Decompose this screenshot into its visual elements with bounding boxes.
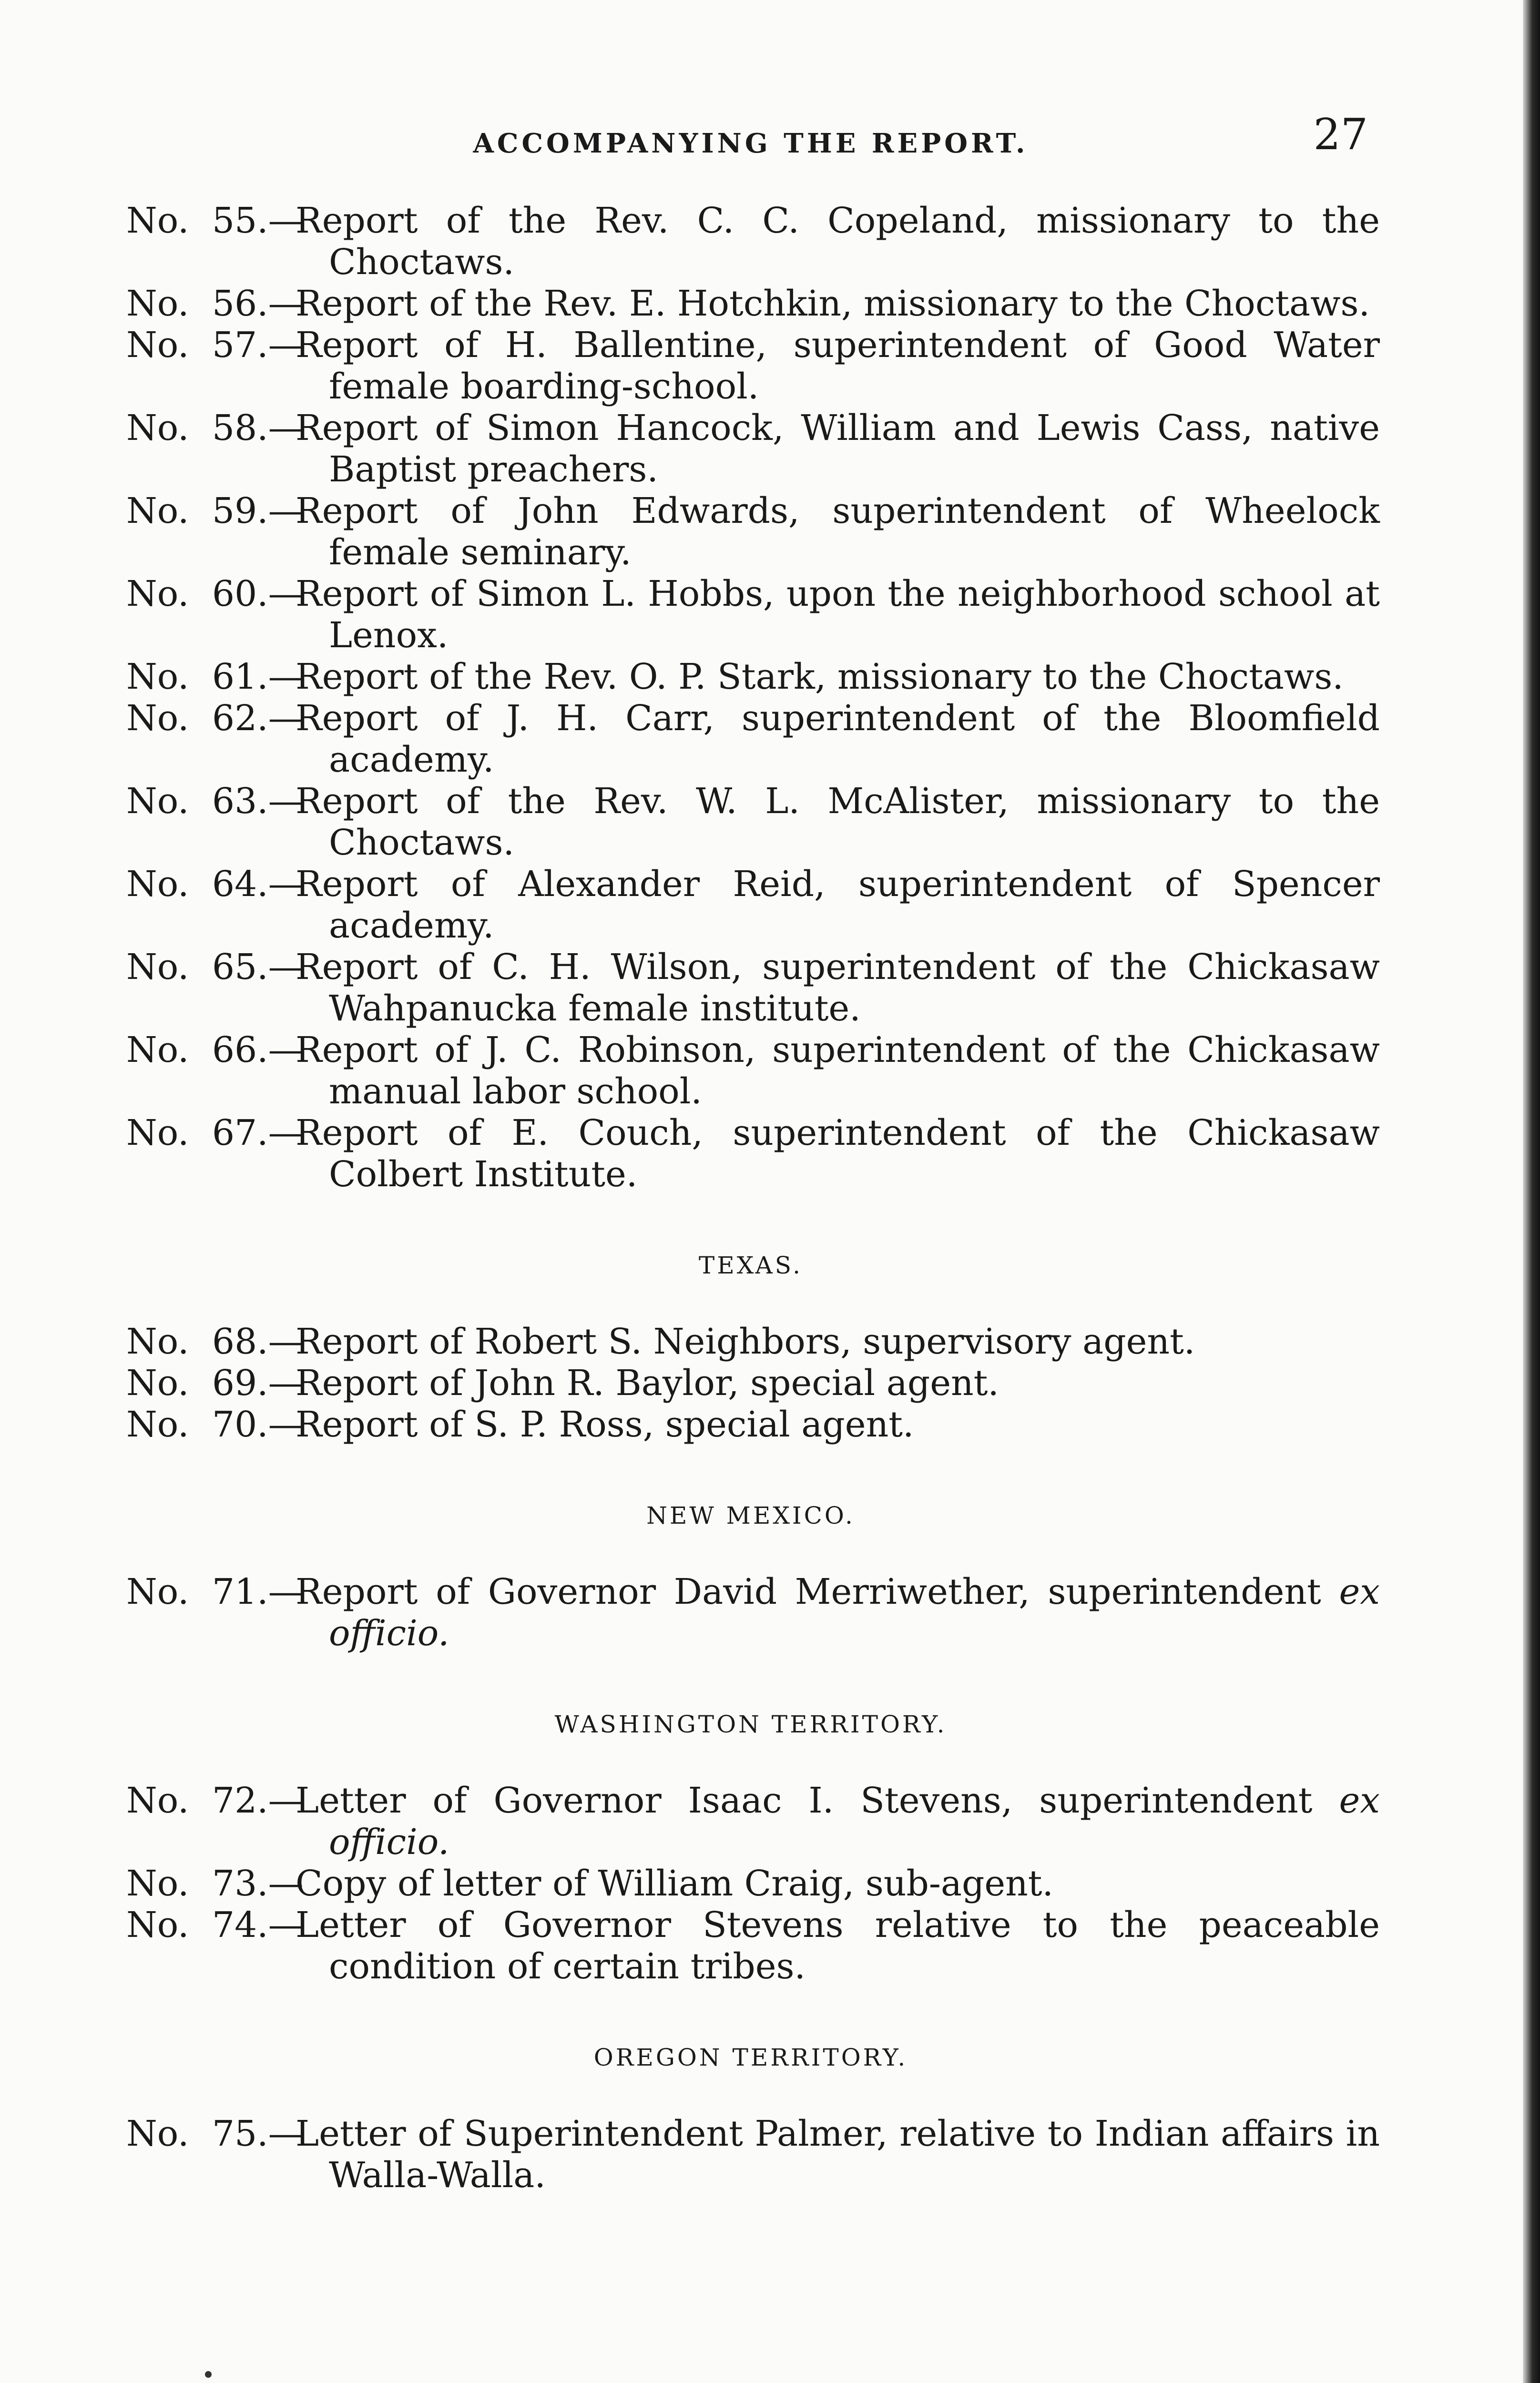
entry-number <box>122 573 303 615</box>
ink-speck <box>205 2371 212 2378</box>
running-head: ACCOMPANYING THE REPORT. <box>473 128 1029 159</box>
entry-no-value: 55.— <box>212 200 304 241</box>
entry-no-label: No. <box>126 1404 189 1445</box>
report-entry <box>122 1029 1380 1112</box>
entry-italic-tail: ex officio. <box>329 1571 1380 1654</box>
entry-no-label: No. <box>126 656 189 697</box>
report-entry <box>122 1904 1380 1987</box>
report-entry <box>122 283 1380 325</box>
entry-number <box>122 698 303 739</box>
report-list <box>122 200 1380 2196</box>
entry-title: Report of C. H. Wilson, superintendent of the Chickasaw Wahpanucka female institute. <box>296 947 1380 1029</box>
entry-text <box>296 1571 1380 1654</box>
entry-text <box>296 1321 1380 1363</box>
entry-no-value: 65.— <box>212 947 304 988</box>
entry-text <box>296 1904 1380 1987</box>
entry-number <box>122 1863 303 1904</box>
entry-number <box>122 1780 303 1822</box>
section-heading: OREGON TERRITORY. <box>593 2044 908 2071</box>
entry-text <box>296 1363 1380 1404</box>
entry-no-label: No. <box>126 1780 189 1821</box>
entry-no-value: 64.— <box>212 864 304 905</box>
entry-title: Report of Simon L. Hobbs, upon the neighborhood school at Lenox. <box>296 573 1380 656</box>
entry-no-value: 61.— <box>212 656 304 697</box>
entry-no-value: 72.— <box>212 1780 304 1821</box>
entry-title: Report of E. Couch, superintendent of the Chickasaw Colbert Institute. <box>296 1112 1380 1195</box>
entry-no-label: No. <box>126 2113 189 2154</box>
entry-number <box>122 490 303 532</box>
entry-no-value: 73.— <box>212 1863 304 1904</box>
entry-title: Letter of Superintendent Palmer, relative to Indian affairs in Walla-Walla. <box>296 2113 1380 2196</box>
entry-title: Report of J. C. Robinson, superintendent of the Chickasaw manual labor school. <box>296 1029 1380 1112</box>
entry-no-value: 56.— <box>212 283 304 324</box>
entry-text <box>296 200 1380 283</box>
entry-no-label: No. <box>126 325 189 366</box>
entry-number <box>122 864 303 905</box>
entry-title: Report of John R. Baylor, special agent. <box>296 1363 999 1404</box>
entry-title: Letter of Governor Isaac I. Stevens, superintendent <box>296 1780 1313 1821</box>
entry-text <box>296 407 1380 490</box>
entry-title: Copy of letter of William Craig, sub-agent. <box>296 1863 1054 1904</box>
entry-title: Report of J. H. Carr, superintendent of the Bloomfield academy. <box>296 698 1380 780</box>
entry-no-value: 69.— <box>212 1363 304 1404</box>
report-entry <box>122 2113 1380 2196</box>
entry-number <box>122 1321 303 1363</box>
page-edge-shadow <box>1523 0 1540 2383</box>
entry-number <box>122 1112 303 1154</box>
entry-number <box>122 947 303 988</box>
report-entry <box>122 781 1380 864</box>
entry-text <box>296 490 1380 573</box>
report-entry <box>122 1112 1380 1195</box>
entry-number <box>122 1904 303 1946</box>
entry-title: Report of John Edwards, superintendent of Wheelock female seminary. <box>296 490 1380 573</box>
entry-text <box>296 1029 1380 1112</box>
entry-number <box>122 200 303 242</box>
entry-title: Report of Alexander Reid, superintendent of Spencer academy. <box>296 864 1380 946</box>
entry-text <box>296 283 1380 325</box>
entry-no-value: 71.— <box>212 1571 304 1612</box>
entry-no-value: 67.— <box>212 1112 304 1153</box>
entry-no-label: No. <box>126 1321 189 1362</box>
entry-title: Report of the Rev. E. Hotchkin, missionary to the Choctaws. <box>296 283 1370 324</box>
entry-no-value: 62.— <box>212 698 304 739</box>
entry-title: Report of S. P. Ross, special agent. <box>296 1404 914 1445</box>
entry-no-value: 66.— <box>212 1029 304 1070</box>
page-number: 27 <box>1313 110 1368 160</box>
entry-no-value: 63.— <box>212 781 304 822</box>
entry-title: Letter of Governor Stevens relative to the peaceable condition of certain tribes. <box>296 1904 1380 1987</box>
entry-no-value: 60.— <box>212 573 304 614</box>
entry-text <box>296 656 1380 698</box>
report-entry <box>122 407 1380 490</box>
report-entry <box>122 656 1380 698</box>
entry-title: Report of the Rev. W. L. McAlister, missionary to the Choctaws. <box>296 781 1380 863</box>
entry-number <box>122 781 303 822</box>
entry-no-label: No. <box>126 1112 189 1153</box>
entry-text <box>296 698 1380 781</box>
entry-no-label: No. <box>126 698 189 739</box>
entry-no-value: 70.— <box>212 1404 304 1445</box>
entry-no-label: No. <box>126 1863 189 1904</box>
entry-title: Report of Robert S. Neighbors, supervisory agent. <box>296 1321 1195 1362</box>
entry-title: Report of the Rev. C. C. Copeland, missionary to the Choctaws. <box>296 200 1380 283</box>
report-entry <box>122 698 1380 781</box>
entry-no-value: 59.— <box>212 490 304 531</box>
entry-text <box>296 947 1380 1029</box>
report-entry <box>122 864 1380 947</box>
entry-text <box>296 573 1380 656</box>
entry-no-value: 58.— <box>212 407 304 448</box>
entry-text <box>296 1780 1380 1863</box>
entry-title: Report of the Rev. O. P. Stark, missionary to the Choctaws. <box>296 656 1344 697</box>
entry-text <box>296 325 1380 407</box>
entry-no-label: No. <box>126 947 189 988</box>
report-entry <box>122 490 1380 573</box>
entry-number <box>122 1029 303 1071</box>
entry-number <box>122 283 303 325</box>
entry-number <box>122 656 303 698</box>
entry-no-label: No. <box>126 200 189 241</box>
entry-text <box>296 1404 1380 1446</box>
entry-no-label: No. <box>126 407 189 448</box>
entry-no-label: No. <box>126 1571 189 1612</box>
entry-italic-tail: ex officio. <box>329 1780 1380 1863</box>
entry-title: Report of Governor David Merriwether, superintendent <box>296 1571 1321 1612</box>
page-header <box>122 110 1380 167</box>
entry-number <box>122 2113 303 2155</box>
section-heading: TEXAS. <box>698 1252 803 1279</box>
entry-text <box>296 781 1380 864</box>
report-entry <box>122 200 1380 283</box>
entry-no-label: No. <box>126 1029 189 1070</box>
report-entry <box>122 1863 1380 1904</box>
report-entry <box>122 947 1380 1029</box>
report-entry <box>122 325 1380 407</box>
entry-no-value: 68.— <box>212 1321 304 1362</box>
entry-no-label: No. <box>126 490 189 531</box>
report-entry <box>122 1404 1380 1446</box>
entry-no-label: No. <box>126 1904 189 1945</box>
entry-title: Report of H. Ballentine, superintendent of Good Water female boarding-school. <box>296 325 1380 407</box>
entry-no-value: 74.— <box>212 1904 304 1945</box>
entry-no-value: 57.— <box>212 325 304 366</box>
entry-number <box>122 325 303 366</box>
entry-number <box>122 1404 303 1446</box>
entry-text <box>296 2113 1380 2196</box>
entry-text <box>296 864 1380 947</box>
report-entry <box>122 1321 1380 1363</box>
report-entry <box>122 573 1380 656</box>
entry-no-value: 75.— <box>212 2113 304 2154</box>
entry-number <box>122 1363 303 1404</box>
entry-no-label: No. <box>126 573 189 614</box>
entry-no-label: No. <box>126 864 189 905</box>
entry-no-label: No. <box>126 1363 189 1404</box>
section-heading: WASHINGTON TERRITORY. <box>554 1711 947 1738</box>
entry-title: Report of Simon Hancock, William and Lewis Cass, native Baptist preachers. <box>296 407 1380 490</box>
entry-text <box>296 1112 1380 1195</box>
report-entry <box>122 1571 1380 1654</box>
section-heading: NEW MEXICO. <box>646 1502 855 1529</box>
entry-number <box>122 407 303 449</box>
report-entry <box>122 1363 1380 1404</box>
entry-text <box>296 1863 1380 1904</box>
entry-no-label: No. <box>126 283 189 324</box>
report-entry <box>122 1780 1380 1863</box>
entry-number <box>122 1571 303 1613</box>
entry-no-label: No. <box>126 781 189 822</box>
